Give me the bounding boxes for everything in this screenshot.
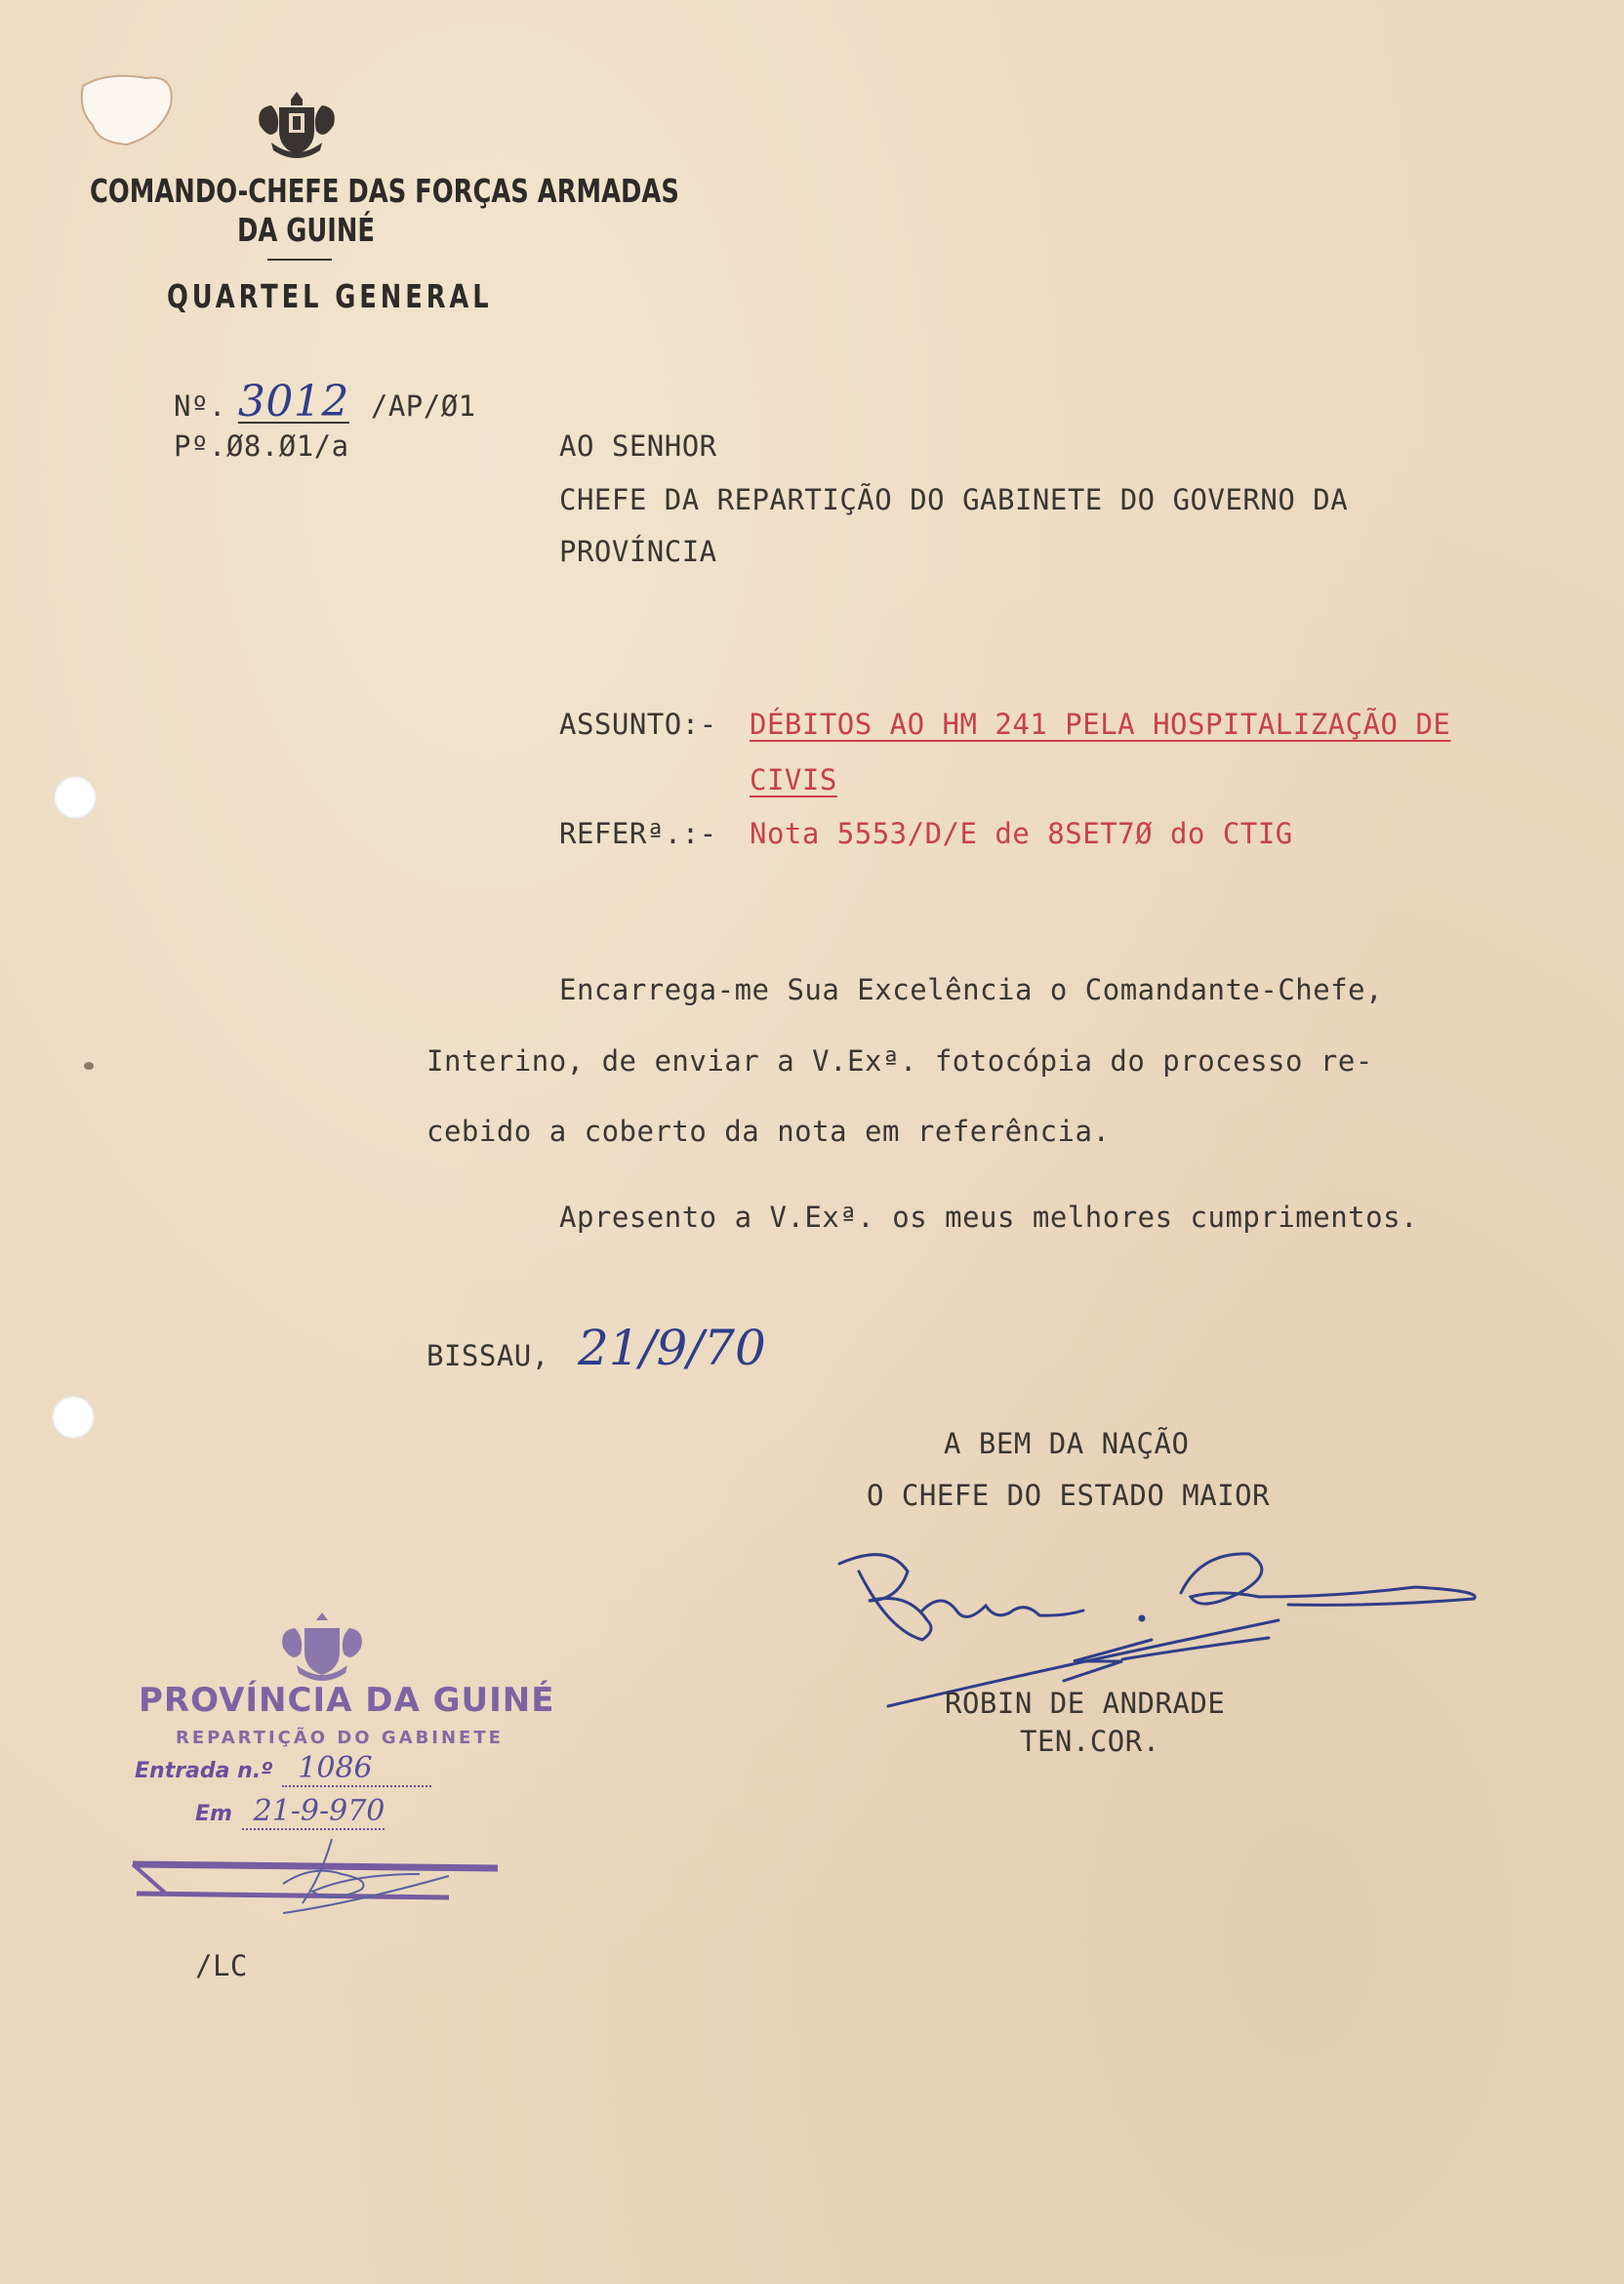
date-handwritten: 21/9/70 (578, 1320, 766, 1376)
reference-text: Nota 5553/D/E de 8SET7Ø do CTIG (750, 817, 1293, 850)
header-line-3: QUARTEL GENERAL (167, 277, 493, 315)
typist-initials: /LC (195, 1949, 248, 1982)
addressee-line-2: CHEFE DA REPARTIÇÃO DO GABINETE DO GOVERNO DA (559, 483, 1349, 516)
stamp-entry-value: 1086 (282, 1751, 430, 1787)
stamp-bottom-rules-and-initial (127, 1835, 508, 1923)
stamp-title: PROVÍNCIA DA GUINÉ (139, 1681, 555, 1720)
stamp-entry (135, 1751, 431, 1785)
body-paragraph-1-line-3: cebido a coberto da nota em referência. (426, 1115, 1111, 1148)
addressee-line-1: AO SENHOR (559, 429, 717, 463)
process-reference: Pº.Ø8.Ø1/a (174, 429, 349, 463)
body-paragraph-2: Apresento a V.Exª. os meus melhores cumprimentos. (559, 1201, 1419, 1234)
torn-corner (68, 66, 185, 154)
reference-number-prefix: Nº. (174, 389, 226, 423)
signatory-name: ROBIN DE ANDRADE (945, 1687, 1226, 1720)
addressee-line-3: PROVÍNCIA (559, 535, 717, 568)
punch-hole-upper (54, 776, 97, 819)
header-line-2: DA GUINÉ (237, 211, 375, 249)
reference-label: REFERª.:- (559, 817, 717, 850)
staple-mark (84, 1062, 94, 1070)
stamp-subtitle: REPARTIÇÃO DO GABINETE (176, 1728, 504, 1748)
closing-line-1: A BEM DA NAÇÃO (944, 1427, 1190, 1460)
stamp-date-label: Em (195, 1802, 232, 1826)
reference-number (174, 377, 476, 427)
date-place: BISSAU, (426, 1339, 549, 1372)
stamp-entry-label: Entrada n.º (135, 1759, 273, 1783)
reference-number-handwritten: 3012 (237, 377, 349, 427)
punch-hole-lower (52, 1396, 95, 1439)
reference-number-suffix: /AP/Ø1 (370, 389, 476, 423)
coat-of-arms-icon (252, 86, 342, 160)
stamp-date-value: 21-9-970 (242, 1794, 386, 1830)
stamp-date (195, 1794, 385, 1828)
subject-text-line-2: CIVIS (750, 763, 837, 796)
body-paragraph-1-line-2: Interino, de enviar a V.Exª. fotocópia do processo re- (426, 1044, 1373, 1078)
header-divider (267, 259, 332, 261)
signatory-rank: TEN.COR. (1020, 1725, 1160, 1758)
header-line-1: COMANDO-CHEFE DAS FORÇAS ARMADAS (90, 172, 679, 210)
subject-text-line-1: DÉBITOS AO HM 241 PELA HOSPITALIZAÇÃO DE (750, 708, 1451, 741)
closing-line-2: O CHEFE DO ESTADO MAIOR (867, 1479, 1271, 1512)
body-paragraph-1-line-1: Encarrega-me Sua Excelência o Comandante-Chefe, (559, 973, 1384, 1006)
subject-label: ASSUNTO:- (559, 708, 717, 741)
stamp-emblem-icon (273, 1609, 371, 1689)
